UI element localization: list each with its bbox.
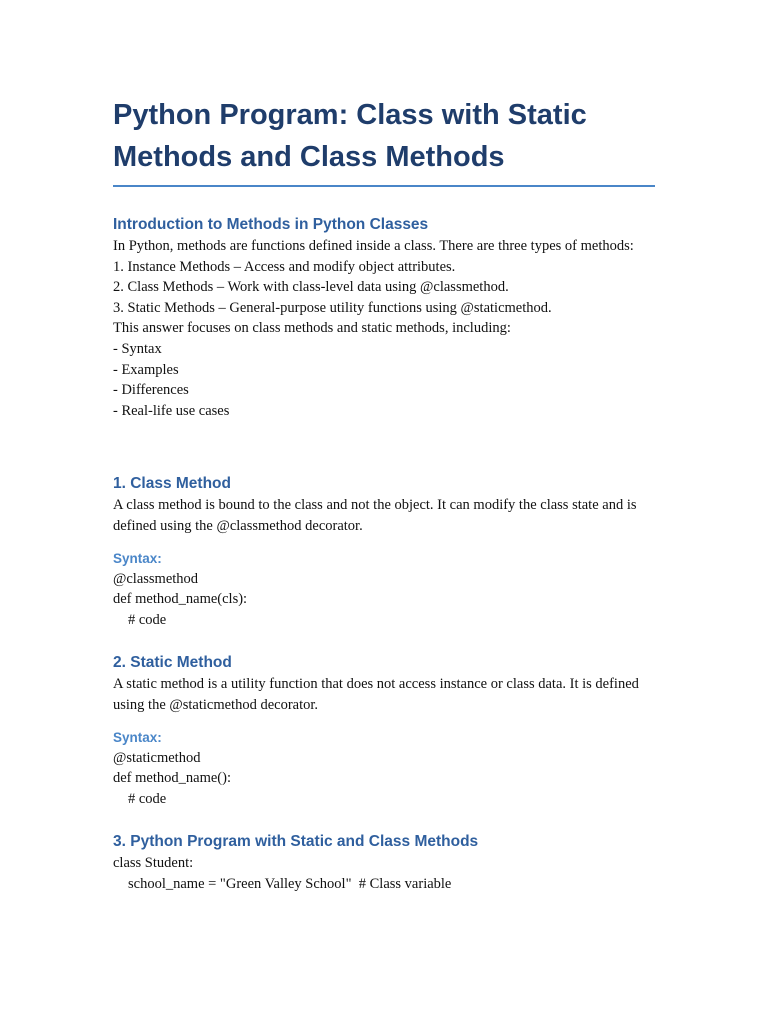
intro-line: 1. Instance Methods – Access and modify object attributes. <box>113 258 456 275</box>
code-line: def method_name(): <box>113 770 231 787</box>
code-line: class Student: <box>113 855 194 872</box>
intro-list-item: - Real-life use cases <box>113 402 230 419</box>
code-line: def method_name(cls): <box>113 591 248 608</box>
intro-line: This answer focuses on class methods and static methods, including: <box>113 320 511 337</box>
intro-list-item: - Syntax <box>113 340 162 357</box>
class-method-body: A class method is bound to the class and not the object. It can modify the class state and is defined using the @classmethod decorator. <box>113 497 641 534</box>
program-heading: 3. Python Program with Static and Class Methods <box>113 833 479 851</box>
intro-line: 3. Static Methods – General-purpose utility functions using @staticmethod. <box>113 299 552 316</box>
static-method-heading: 2. Static Method <box>113 654 232 672</box>
code-line: @staticmethod <box>113 749 201 766</box>
code-line: school_name = "Green Valley School" # Class variable <box>128 875 452 892</box>
class-method-syntax-label: Syntax: <box>113 550 162 566</box>
code-line: # code <box>128 790 167 807</box>
intro-line: In Python, methods are functions defined inside a class. There are three types of methods: <box>113 238 634 254</box>
intro-heading: Introduction to Methods in Python Classes <box>113 216 429 233</box>
code-line: # code <box>128 611 167 628</box>
intro-list-item: - Differences <box>113 382 189 399</box>
program-section <box>113 831 655 894</box>
intro-list-item: - Examples <box>113 361 179 378</box>
static-method-syntax-label: Syntax: <box>113 729 162 745</box>
static-method-body: A static method is a utility function that does not access instance or class data. It is defined using the @staticmethod decorator. <box>113 676 643 713</box>
intro-section <box>113 214 655 421</box>
class-method-heading: 1. Class Method <box>113 475 231 493</box>
code-line: @classmethod <box>113 570 199 587</box>
document-title: Python Program: Class with Static Methods and Class Methods <box>113 94 655 187</box>
intro-line: 2. Class Methods – Work with class-level data using @classmethod. <box>113 279 509 296</box>
static-method-section <box>113 652 655 809</box>
class-method-section <box>113 473 655 630</box>
